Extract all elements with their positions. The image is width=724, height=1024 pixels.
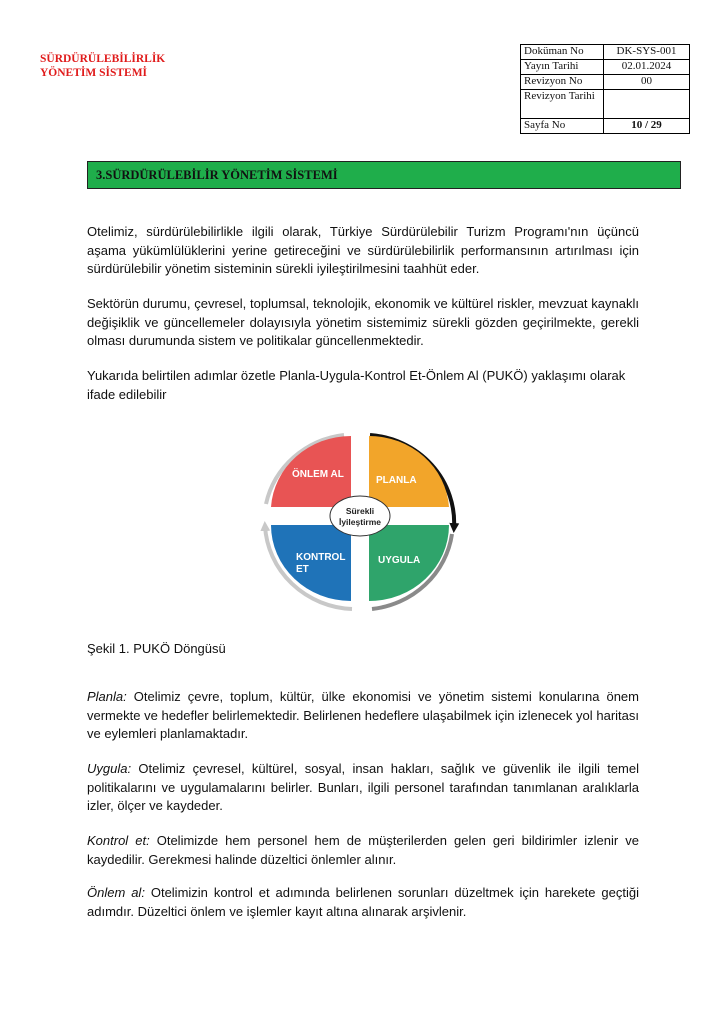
label-planla: PLANLA (376, 475, 417, 486)
term-uygula: Uygula: (87, 761, 132, 776)
label-kontrol-line-1: KONTROL (296, 552, 346, 563)
center-label-line-1: Sürekli (345, 506, 375, 516)
publish-date-value: 02.01.2024 (604, 60, 690, 75)
doc-no-label: Doküman No (521, 45, 604, 60)
text-kontrol-et: Otelimizde hem personel hem de müşterilerden gelen geri bildirimler izlenir ve kaydedilir. Gerekmesi halinde düzeltici önlemler alınır. (87, 833, 639, 867)
label-kontrol-line-2: ET (296, 564, 309, 575)
pdca-cycle-diagram (248, 426, 473, 616)
pdca-cycle-svg (248, 426, 473, 616)
document-info-table (520, 44, 690, 134)
paragraph-commitment: Otelimiz, sürdürülebilirlikle ilgili olarak, Türkiye Sürdürülebilir Turizm Programı'nın üçüncü aşama yükümlülüklerini yerine getireceğini ve sürdürülebilirlik performansının artırılması için sürdürülebilir yönetim sisteminin sürekli iyileştirilmesini taahhüt eder. (87, 224, 639, 276)
brand-line-1: SÜRDÜRÜLEBİLİRLİK (40, 53, 166, 65)
publish-date-label: Yayın Tarihi (521, 60, 604, 75)
page-no-value: 10 / 29 (604, 119, 690, 134)
revision-no-label: Revizyon No (521, 75, 604, 90)
brand-line-2: YÖNETİM SİSTEMİ (40, 67, 148, 79)
term-kontrol-et: Kontrol et: (87, 833, 150, 848)
label-uygula: UYGULA (378, 555, 421, 566)
label-onlem-al: ÖNLEM AL (292, 469, 344, 480)
page-no-label: Sayfa No (521, 119, 604, 134)
section-title: 3.SÜRDÜRÜLEBİLİR YÖNETİM SİSTEMİ (96, 168, 338, 182)
description-kontrol-et (87, 832, 639, 869)
figure-caption: Şekil 1. PUKÖ Döngüsü (87, 641, 226, 656)
description-onlem-al (87, 884, 639, 921)
text-onlem-al: Otelimizin kontrol et adımında belirlenen sorunları düzeltmek için harekete geçtiği adımdır. Düzeltici önlem ve işlemler kayıt altına alınarak arşivlenir. (87, 885, 640, 919)
term-planla: Planla: (87, 689, 127, 704)
revision-date-value (604, 90, 690, 119)
paragraph-pdca-intro: Yukarıda belirtilen adımlar özetle Planla-Uygula-Kontrol Et-Önlem Al (PUKÖ) yaklaşımı olarak ifade edilebilir (87, 368, 626, 402)
description-uygula (87, 760, 639, 816)
paragraph-review: Sektörün durumu, çevresel, toplumsal, teknolojik, ekonomik ve kültürel riskler, mevzuat kaynaklı değişiklik ve güncellemeler dolayısıyla yönetim sistemimiz sürekli gözden geçirilmekte, gerekli olması durumunda sistem ve politikalar güncellenmektedir. (87, 296, 639, 348)
center-circle (330, 496, 390, 536)
quadrant-kontrol-et (271, 525, 351, 601)
revision-date-label: Revizyon Tarihi (521, 90, 604, 119)
section-title-bar (87, 161, 681, 189)
term-onlem-al: Önlem al: (87, 885, 145, 900)
revision-no-value: 00 (604, 75, 690, 90)
center-label-line-2: İyileştirme (338, 517, 382, 527)
description-planla (87, 688, 639, 744)
text-uygula: Otelimiz çevresel, kültürel, sosyal, insan hakları, sağlık ve güvenlik ile ilgili temel politikalarını ve uygulamalarını belirler. Bunları, ilgili personel tarafından tanımlanan aralıklarla izler, ölçer ve kaydeder. (87, 761, 639, 813)
text-planla: Otelimiz çevre, toplum, kültür, ülke ekonomisi ve yönetim sistemi konularına önem vermekte ve hedefler belirlemektedir. Belirlenen hedeflere ulaşabilmek için izlenecek yol haritası ve eylemleri planlamaktadır. (87, 689, 639, 741)
brand-title (40, 52, 200, 80)
doc-no-value: DK-SYS-001 (604, 45, 690, 60)
